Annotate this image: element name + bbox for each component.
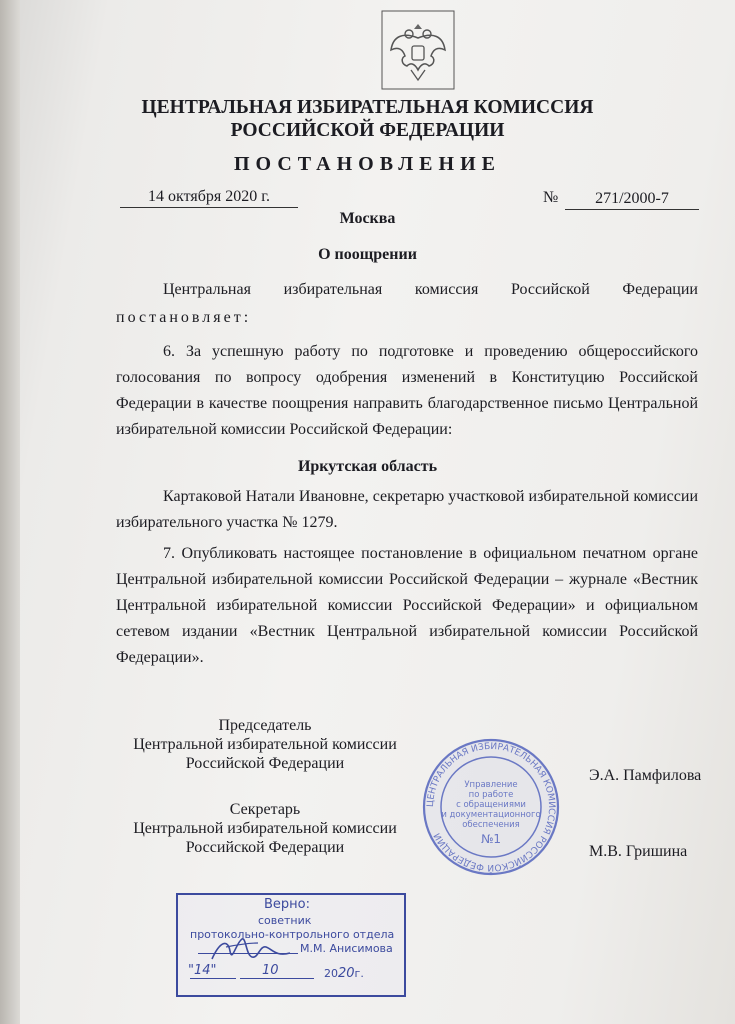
org-line-1: ЦЕНТРАЛЬНАЯ ИЗБИРАТЕЛЬНАЯ КОМИССИЯ (141, 97, 594, 118)
document-number: 271/2000-7 (565, 189, 699, 210)
secretary-title-1: Секретарь (229, 801, 301, 818)
org-line-2: РОССИЙСКОЙ ФЕДЕРАЦИИ (230, 120, 505, 141)
chair-name: Э.А. Памфилова (589, 767, 702, 784)
certification-stamp (176, 893, 406, 997)
secretary-title-2: Центральной избирательной комиссии (133, 820, 397, 837)
document-type: ПОСТАНОВЛЕНИЕ (234, 153, 501, 175)
cert-month: 10 (262, 963, 279, 978)
chair-title-1: Председатель (218, 717, 312, 734)
chair-title-block (110, 716, 420, 773)
awardee-paragraph: Картаковой Натали Ивановне, секретарю участковой избирательной комиссии избирательного участка № 1279. (116, 488, 698, 531)
secretary-title-block (110, 800, 420, 857)
cert-name: М.М. Анисимова (300, 942, 393, 955)
document-number-label: № (543, 189, 559, 206)
round-seal-stamp (421, 737, 561, 877)
decrees-word: постановляет: (116, 309, 252, 326)
secretary-name: М.В. Гришина (589, 843, 688, 860)
intro-paragraph: Центральная избирательная комиссия Российской Федерации (163, 281, 698, 298)
seal-line-5: обеспечения (462, 820, 520, 830)
document-city: Москва (339, 210, 396, 227)
seal-line-2: по работе (468, 790, 514, 800)
cert-day: "14" (188, 963, 217, 978)
cert-year-mark: г. (354, 967, 364, 980)
organization-title (0, 96, 735, 142)
handwritten-signature-icon (206, 933, 296, 967)
secretary-title-3: Российской Федерации (185, 839, 345, 856)
cert-day-line (190, 978, 236, 979)
chair-title-2: Центральной избирательной комиссии (133, 736, 397, 753)
document-date: 14 октября 2020 г. (120, 187, 298, 208)
seal-line-1: Управление (464, 780, 518, 790)
cert-year-suffix: 20 (338, 966, 355, 981)
cert-year (324, 966, 364, 981)
coat-of-arms-icon (381, 10, 455, 90)
cert-signature-line (198, 953, 298, 954)
seal-number: №1 (480, 832, 502, 846)
cert-day-value: 14 (193, 963, 211, 978)
item-6-paragraph: 6. За успешную работу по подготовке и проведению общероссийского голосования по вопросу одобрения изменений в Конституцию Российской Федерации в качестве поощрения направить благодарственное письмо Центральной избирательной комиссии Российской Федерации: (116, 343, 698, 438)
cert-month-line (240, 978, 314, 979)
item-7-paragraph: 7. Опубликовать настоящее постановление в официальном печатном органе Центральной избирательной комиссии Российской Федерации – журнале «Вестник Центральной избирательной комиссии Российской Федерации» и официальном сетевом издании «Вестник Центральной избирательной комиссии Российской Федерации». (116, 545, 698, 666)
seal-ring-text: ЦЕНТРАЛЬНАЯ ИЗБИРАТЕЛЬНАЯ КОМИССИЯ РОССИЙСКОЙ ФЕДЕРАЦИИ (425, 741, 557, 873)
cert-position-1: советник (258, 914, 312, 927)
region-heading: Иркутская область (297, 458, 438, 475)
seal-line-3: с обращениями (456, 800, 526, 810)
chair-title-3: Российской Федерации (185, 755, 345, 772)
cert-title: Верно: (264, 897, 311, 912)
cert-year-prefix: 20 (324, 967, 338, 980)
seal-line-4: и документационного (441, 810, 541, 820)
document-subject: О поощрении (318, 246, 417, 263)
cert-position-2: протокольно-контрольного отдела (190, 928, 395, 941)
